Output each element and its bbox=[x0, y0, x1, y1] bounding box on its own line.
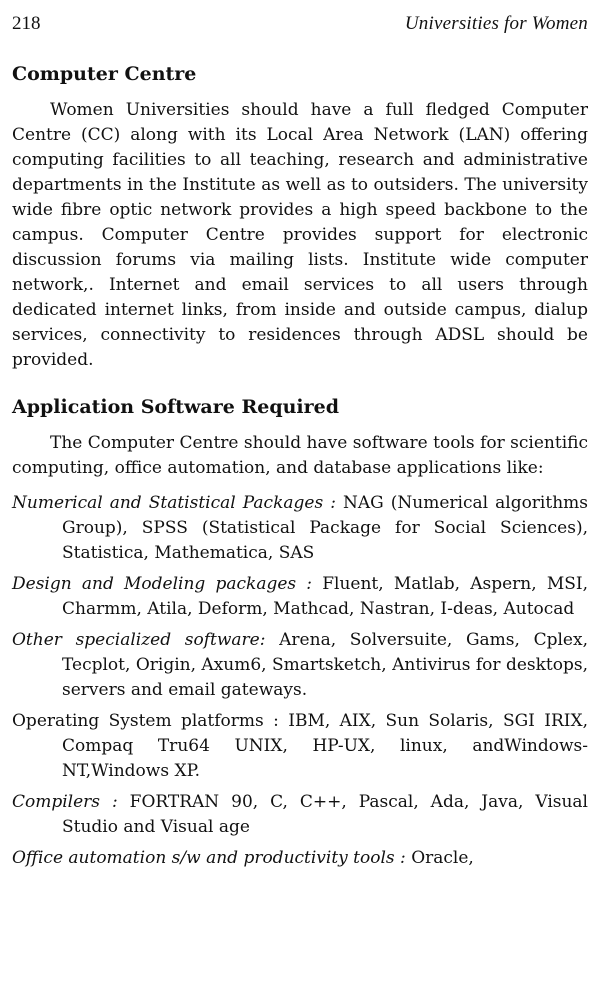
item-text: Fluent, Matlab, Aspern, MSI, Charmm, Atila, Deform, Mathcad, Nastran, I-deas, Autocad bbox=[62, 574, 589, 619]
software-list-item bbox=[12, 491, 588, 566]
software-list-item bbox=[12, 628, 588, 703]
item-lead: Compilers : bbox=[12, 792, 130, 812]
item-lead: Design and Modeling packages : bbox=[12, 574, 323, 594]
item-text: FORTRAN 90, C, C++, Pascal, Ada, Java, Visual Studio and Visual age bbox=[62, 792, 588, 837]
item-text: NAG (Numerical algorithms Group), SPSS (Statistical Package for Social Sciences), Statistica, Mathematica, SAS bbox=[62, 493, 588, 563]
section-heading-application-software: Application Software Required bbox=[12, 396, 340, 418]
running-header bbox=[12, 12, 588, 36]
paragraph-computer-centre: Women Universities should have a full fledged Computer Centre (CC) along with its Local Area Network (LAN) offering computing facilities to all teaching, research and administrative departments in the Institute as well as to outsiders. The university wide fibre optic network provides a high speed backbone to the campus. Computer Centre provides support for electronic discussion forums via mailing lists. Institute wide computer network,. Internet and email services to all users through dedicated internet links, from inside and outside campus, dialup services, connectivity to residences through ADSL should be provided. bbox=[12, 100, 588, 370]
software-list-item bbox=[12, 846, 588, 871]
section-spacer bbox=[12, 373, 588, 395]
software-list-item bbox=[12, 572, 588, 622]
item-lead: Other specialized software: bbox=[12, 630, 280, 650]
software-list-item bbox=[12, 709, 588, 784]
item-lead: Numerical and Statistical Packages : bbox=[12, 493, 343, 513]
page-number: 218 bbox=[12, 13, 41, 34]
running-title: Universities for Women bbox=[404, 13, 588, 34]
paragraph-application-software: The Computer Centre should have software tools for scientific computing, office automation, and database applications like: bbox=[12, 433, 588, 478]
item-text: Operating System platforms : IBM, AIX, Sun Solaris, SGI IRIX, Compaq Tru64 UNIX, HP-UX, linux, andWindows-NT,Windows XP. bbox=[12, 711, 588, 781]
item-text: Arena, Solversuite, Gams, Cplex, Tecplot, Origin, Axum6, Smartsketch, Antivirus for desktops, servers and email gateways. bbox=[62, 630, 588, 700]
item-lead: Office automation s/w and productivity tools : bbox=[12, 848, 412, 868]
section-heading-computer-centre: Computer Centre bbox=[12, 63, 197, 85]
item-text: Oracle, bbox=[411, 848, 474, 868]
software-list-item bbox=[12, 790, 588, 840]
